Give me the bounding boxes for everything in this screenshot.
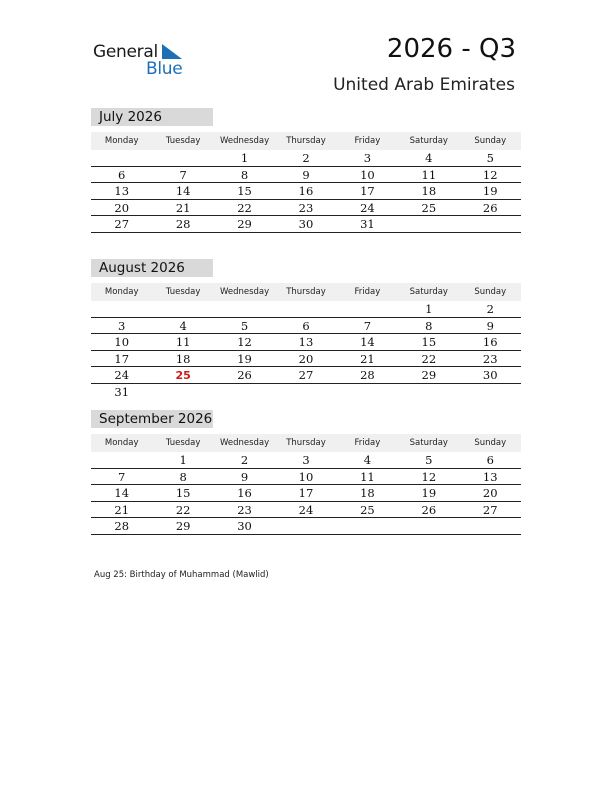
logo-text-general: General bbox=[93, 42, 158, 62]
day-cell: 1 bbox=[240, 151, 249, 165]
day-cell: 26 bbox=[482, 200, 498, 215]
logo-text-blue: Blue bbox=[146, 59, 183, 79]
weekday-header-row bbox=[91, 434, 521, 452]
logo-triangle-icon bbox=[162, 44, 182, 59]
week-row bbox=[91, 469, 521, 486]
page-subtitle: United Arab Emirates bbox=[333, 75, 515, 95]
day-cell: 14 bbox=[114, 486, 130, 500]
weekday-header: Friday bbox=[354, 438, 381, 448]
day-cell: 10 bbox=[114, 335, 130, 349]
week-row bbox=[91, 183, 521, 200]
day-cell: 2 bbox=[240, 453, 249, 467]
day-cell: 29 bbox=[175, 519, 191, 533]
day-cell: 18 bbox=[360, 486, 375, 500]
day-cell: 15 bbox=[175, 486, 191, 500]
day-cell: 17 bbox=[360, 184, 375, 198]
holiday-day-cell: 25 bbox=[175, 369, 191, 382]
empty-day-cell bbox=[152, 150, 213, 166]
weekday-header: Friday bbox=[354, 287, 381, 297]
page-title: 2026 - Q3 bbox=[386, 34, 516, 64]
day-cell: 4 bbox=[363, 453, 372, 467]
day-cell: 7 bbox=[363, 318, 372, 333]
day-cell: 3 bbox=[363, 151, 372, 165]
empty-day-cell bbox=[398, 216, 459, 232]
day-cell: 23 bbox=[298, 200, 314, 215]
day-cell: 13 bbox=[114, 184, 130, 198]
day-cell: 9 bbox=[302, 167, 310, 182]
day-cell: 5 bbox=[240, 318, 249, 333]
day-cell: 5 bbox=[425, 453, 433, 467]
weekday-header: Sunday bbox=[474, 438, 507, 448]
day-cell: 23 bbox=[482, 351, 498, 366]
day-cell: 4 bbox=[179, 318, 187, 333]
day-cell: 17 bbox=[114, 351, 130, 366]
weekday-header: Thursday bbox=[286, 136, 326, 146]
week-row bbox=[91, 216, 521, 233]
empty-day-cell bbox=[398, 518, 459, 534]
day-cell: 19 bbox=[421, 486, 437, 500]
day-cell: 20 bbox=[482, 486, 498, 500]
empty-day-cell bbox=[152, 301, 213, 317]
day-cell: 22 bbox=[421, 351, 437, 366]
day-cell: 22 bbox=[237, 200, 252, 215]
weekday-header: Sunday bbox=[474, 287, 507, 297]
day-cell: 6 bbox=[118, 167, 126, 182]
day-cell: 31 bbox=[360, 217, 375, 231]
day-cell: 30 bbox=[237, 519, 252, 533]
day-cell: 16 bbox=[298, 184, 314, 198]
day-cell: 21 bbox=[360, 351, 375, 366]
empty-day-cell bbox=[337, 301, 398, 317]
week-row bbox=[91, 502, 521, 519]
weekday-header-row bbox=[91, 132, 521, 150]
day-cell: 20 bbox=[298, 351, 314, 366]
week-row bbox=[91, 518, 521, 535]
weekday-header: Wednesday bbox=[219, 287, 270, 297]
empty-day-cell bbox=[460, 518, 521, 534]
day-cell: 30 bbox=[482, 368, 498, 382]
day-cell: 4 bbox=[425, 151, 433, 165]
week-row bbox=[91, 150, 521, 167]
day-cell: 9 bbox=[486, 318, 494, 333]
day-cell: 7 bbox=[179, 167, 187, 182]
day-cell: 14 bbox=[360, 335, 375, 349]
day-cell: 9 bbox=[240, 469, 249, 484]
weekday-header: Friday bbox=[354, 136, 381, 146]
month-label: August 2026 bbox=[91, 259, 213, 277]
weekday-header: Tuesday bbox=[165, 136, 201, 146]
day-cell: 12 bbox=[482, 167, 498, 182]
day-cell: 28 bbox=[360, 368, 375, 382]
day-cell: 12 bbox=[237, 335, 252, 349]
day-cell: 24 bbox=[298, 502, 314, 517]
day-cell: 3 bbox=[118, 318, 126, 333]
weekday-header: Tuesday bbox=[165, 287, 201, 297]
month-calendar-september bbox=[91, 410, 521, 535]
day-cell: 18 bbox=[175, 351, 191, 366]
day-cell: 26 bbox=[421, 502, 437, 517]
day-cell: 12 bbox=[421, 469, 437, 484]
week-row bbox=[91, 301, 521, 318]
empty-day-cell bbox=[460, 384, 521, 401]
day-cell: 27 bbox=[482, 502, 498, 517]
day-cell: 20 bbox=[114, 200, 130, 215]
empty-day-cell bbox=[152, 384, 213, 401]
day-cell: 30 bbox=[298, 217, 314, 231]
weekday-header: Saturday bbox=[409, 136, 448, 146]
day-cell: 24 bbox=[114, 368, 130, 382]
weekday-header: Saturday bbox=[409, 438, 448, 448]
day-cell: 8 bbox=[425, 318, 433, 333]
empty-day-cell bbox=[337, 518, 398, 534]
day-cell: 29 bbox=[421, 368, 437, 382]
day-cell: 31 bbox=[114, 384, 130, 399]
day-cell: 24 bbox=[360, 200, 375, 215]
week-row bbox=[91, 367, 521, 384]
week-row bbox=[91, 334, 521, 351]
weekday-header-row bbox=[91, 283, 521, 301]
day-cell: 29 bbox=[237, 217, 252, 231]
day-cell: 16 bbox=[237, 486, 252, 500]
month-label: September 2026 bbox=[91, 410, 213, 428]
empty-day-cell bbox=[275, 301, 336, 317]
weekday-header: Monday bbox=[104, 438, 139, 448]
week-row bbox=[91, 167, 521, 184]
day-cell: 1 bbox=[425, 302, 433, 316]
day-cell: 27 bbox=[298, 368, 314, 382]
day-cell: 10 bbox=[360, 167, 375, 182]
empty-day-cell bbox=[337, 384, 398, 401]
day-cell: 5 bbox=[486, 151, 494, 165]
day-cell: 23 bbox=[237, 502, 252, 517]
week-row bbox=[91, 452, 521, 469]
empty-day-cell bbox=[275, 518, 336, 534]
day-cell: 19 bbox=[482, 184, 498, 198]
weekday-header: Wednesday bbox=[219, 136, 270, 146]
holiday-note: Aug 25: Birthday of Muhammad (Mawlid) bbox=[94, 570, 269, 580]
day-cell: 19 bbox=[237, 351, 252, 366]
day-cell: 27 bbox=[114, 217, 130, 231]
day-cell: 1 bbox=[179, 453, 187, 467]
month-calendar-august bbox=[91, 259, 521, 400]
week-row bbox=[91, 351, 521, 368]
day-cell: 21 bbox=[175, 200, 191, 215]
empty-day-cell bbox=[214, 384, 275, 401]
day-cell: 3 bbox=[302, 453, 310, 467]
empty-day-cell bbox=[275, 384, 336, 401]
empty-day-cell bbox=[460, 216, 521, 232]
weekday-header: Saturday bbox=[409, 287, 448, 297]
day-cell: 28 bbox=[175, 217, 191, 231]
weekday-header: Thursday bbox=[286, 287, 326, 297]
day-cell: 21 bbox=[114, 502, 130, 517]
weekday-header: Monday bbox=[104, 136, 139, 146]
day-cell: 17 bbox=[298, 486, 314, 500]
day-cell: 25 bbox=[360, 502, 375, 517]
day-cell: 2 bbox=[486, 302, 494, 316]
weekday-header: Thursday bbox=[286, 438, 326, 448]
weekday-header: Sunday bbox=[474, 136, 507, 146]
empty-day-cell bbox=[91, 150, 152, 166]
day-cell: 15 bbox=[237, 184, 252, 198]
week-row bbox=[91, 485, 521, 502]
day-cell: 8 bbox=[179, 469, 187, 484]
weekday-header: Monday bbox=[104, 287, 139, 297]
day-cell: 28 bbox=[114, 519, 130, 533]
day-cell: 25 bbox=[421, 200, 437, 215]
empty-day-cell bbox=[91, 301, 152, 317]
generalblue-logo bbox=[93, 40, 193, 80]
day-cell: 6 bbox=[302, 318, 310, 333]
day-cell: 7 bbox=[118, 469, 126, 484]
empty-day-cell bbox=[398, 384, 459, 401]
month-label: July 2026 bbox=[91, 108, 213, 126]
empty-day-cell bbox=[214, 301, 275, 317]
day-cell: 2 bbox=[302, 151, 310, 165]
month-calendar-july bbox=[91, 108, 521, 233]
day-cell: 10 bbox=[298, 469, 314, 484]
day-cell: 11 bbox=[175, 335, 191, 349]
day-cell: 15 bbox=[421, 335, 437, 349]
empty-day-cell bbox=[91, 452, 152, 468]
week-row bbox=[91, 200, 521, 217]
day-cell: 13 bbox=[482, 469, 498, 484]
day-cell: 11 bbox=[360, 469, 375, 484]
day-cell: 11 bbox=[421, 167, 437, 182]
day-cell: 22 bbox=[175, 502, 191, 517]
weekday-header: Tuesday bbox=[165, 438, 201, 448]
day-cell: 26 bbox=[237, 368, 252, 382]
day-cell: 8 bbox=[240, 167, 249, 182]
weekday-header: Wednesday bbox=[219, 438, 270, 448]
day-cell: 14 bbox=[175, 184, 191, 198]
day-cell: 6 bbox=[486, 453, 494, 467]
week-row bbox=[91, 318, 521, 335]
day-cell: 16 bbox=[482, 335, 498, 349]
day-cell: 13 bbox=[298, 335, 314, 349]
week-row bbox=[91, 384, 521, 401]
day-cell: 18 bbox=[421, 184, 437, 198]
